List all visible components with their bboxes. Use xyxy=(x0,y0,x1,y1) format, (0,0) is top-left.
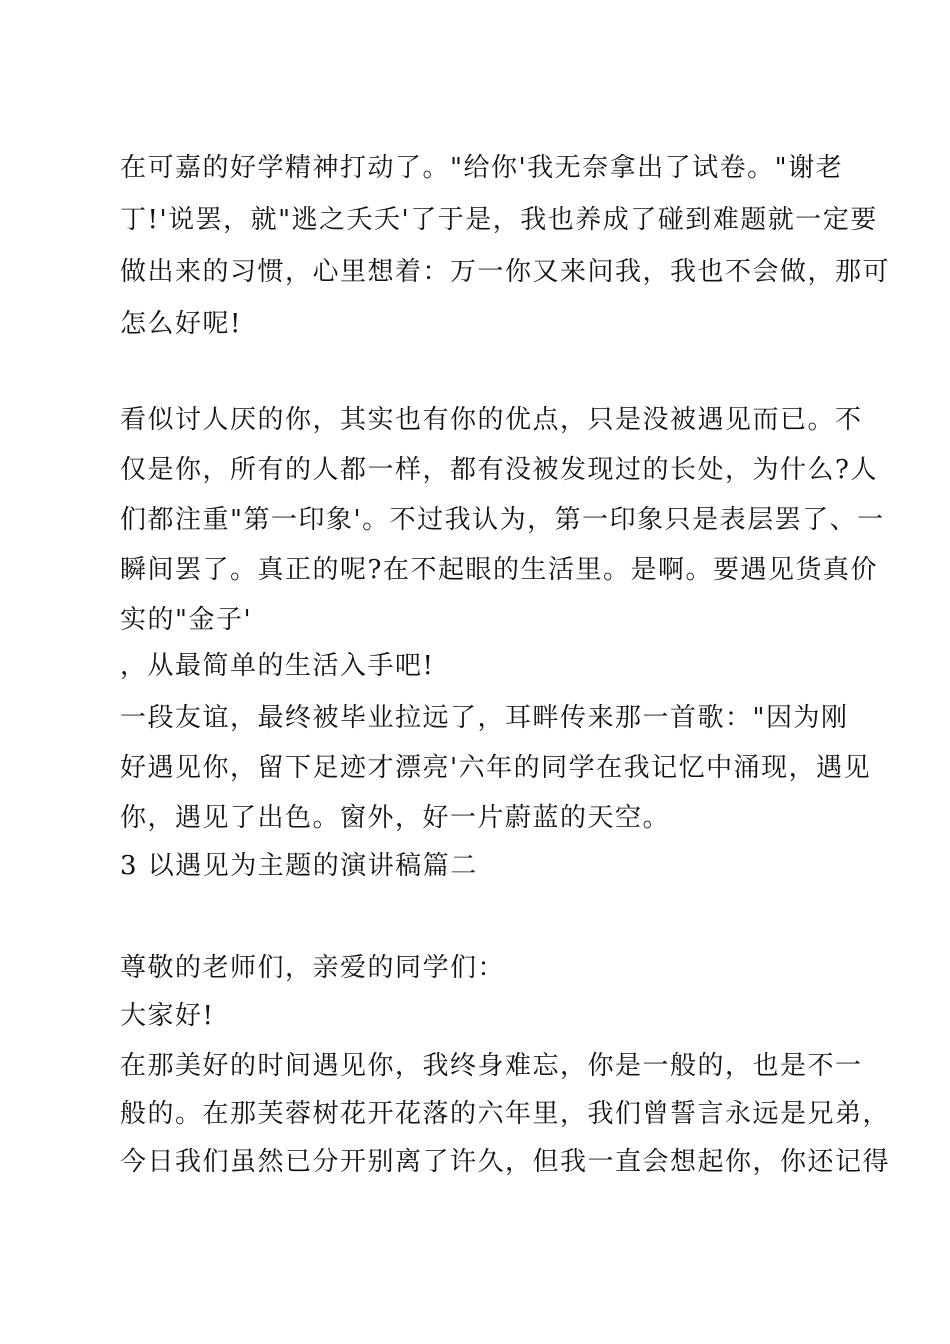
text-line: 实的"金子' xyxy=(120,605,253,635)
text-line: 丁!'说罢，就"逃之夭夭'了于是，我也养成了碰到难题就一定要 xyxy=(120,205,878,235)
text-line: 般的。在那芙蓉树花开花落的六年里，我们曾誓言永远是兄弟， xyxy=(120,1099,891,1129)
text-line: 在可嘉的好学精神打动了。"给你'我无奈拿出了试卷。"谢老 xyxy=(120,153,844,183)
text-line: 做出来的习惯，心里想着：万一你又来问我，我也不会做，那可 xyxy=(120,257,891,287)
text-line: 瞬间罢了。真正的呢?在不起眼的生活里。是啊。要遇见货真价 xyxy=(120,555,878,585)
text-line: ，从最简单的生活入手吧! xyxy=(120,651,435,681)
hello-line: 大家好! xyxy=(120,1001,215,1031)
greeting-line: 尊敬的老师们，亲爱的同学们： xyxy=(120,953,506,983)
text-line: 在那美好的时间遇见你，我终身难忘，你是一般的，也是不一 xyxy=(120,1051,863,1081)
text-line: 怎么好呢! xyxy=(120,309,242,339)
text-line: 看似讨人厌的你，其实也有你的优点，只是没被遇见而已。不 xyxy=(120,405,863,435)
text-line: 好遇见你，留下足迹才漂亮'六年的同学在我记忆中涌现，遇见 xyxy=(120,753,872,783)
text-line: 你，遇见了出色。窗外，好一片蔚蓝的天空。 xyxy=(120,803,671,833)
text-line: 今日我们虽然已分开别离了许久，但我一直会想起你，你还记得 xyxy=(120,1147,891,1177)
text-line: 一段友谊，最终被毕业拉远了，耳畔传来那一首歌："因为刚 xyxy=(120,703,849,733)
text-line: 仅是你，所有的人都一样，都有没被发现过的长处，为什么?人 xyxy=(120,455,878,485)
text-line: 们都注重"第一印象'。不过我认为，第一印象只是表层罢了、一 xyxy=(120,505,885,535)
section-heading: 3 以遇见为主题的演讲稿篇二 xyxy=(120,851,478,881)
